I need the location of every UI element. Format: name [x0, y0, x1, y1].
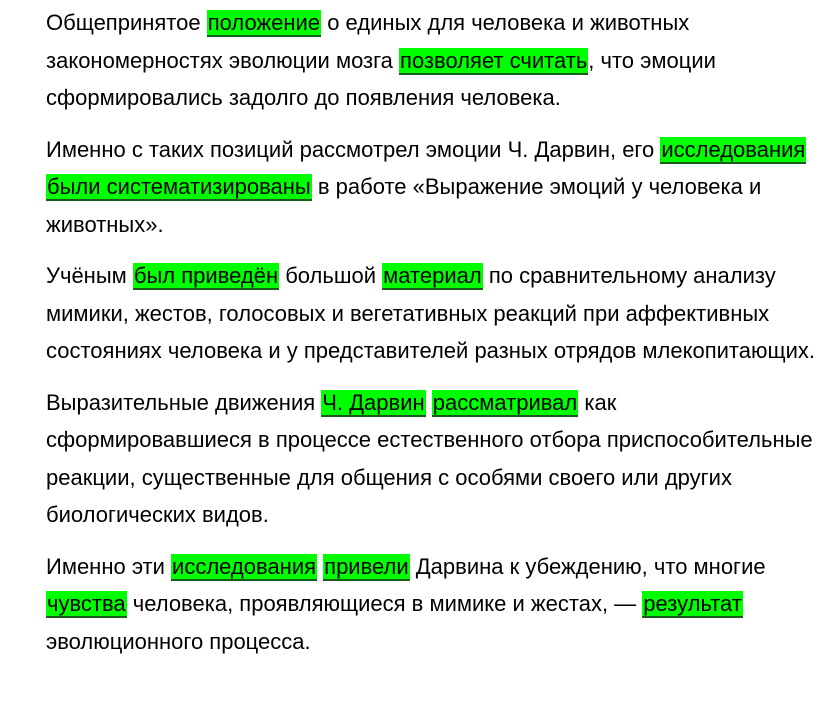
text-run: в работе «Выражение эмоций у человека и животных».	[46, 174, 762, 237]
highlighted-term: чувства	[47, 591, 126, 616]
text-run: , что эмоции сформировались задолго до появления человека.	[46, 47, 716, 110]
text-run: Учёным	[46, 263, 133, 288]
highlighted-term: материал	[383, 263, 482, 288]
text-run: Выразительные движения	[46, 389, 322, 415]
highlighted-term: исследования	[661, 136, 806, 162]
text-run: Именно с таких позиций рассмотрел эмоции Ч. Дарвин, его	[46, 136, 661, 162]
highlighted-term: положение	[207, 10, 321, 35]
text-run	[426, 390, 432, 415]
text-run: человека, проявляющиеся в мимике и жестах, —	[126, 591, 643, 616]
text-run: Дарвина к убеждению, что многие	[409, 553, 766, 579]
paragraph-1	[46, 4, 826, 117]
text-run: большой	[279, 263, 383, 288]
highlighted-term: Ч. Дарвин	[322, 389, 425, 415]
highlighted-term: привели	[324, 553, 409, 579]
highlighted-term: позволяет считать	[400, 47, 588, 73]
text-run: Общепринятое	[46, 10, 207, 35]
document-page	[46, 4, 826, 674]
text-run: как сформировавшиеся в процессе естественного отбора приспособительные реакции, существенные для общения с особями своего или других биологических видов.	[46, 389, 813, 527]
text-run: эволюционного процесса.	[46, 628, 311, 654]
text-run: по сравнительному анализу мимики, жестов, голосовых и вегетативных реакций при аффективных состояниях человека и у представителей разных отрядов млекопитающих.	[46, 263, 816, 363]
paragraph-5	[46, 548, 826, 661]
highlighted-term: были систематизированы	[47, 174, 311, 199]
text-run: Именно эти	[46, 553, 172, 579]
highlighted-term: исследования	[172, 553, 317, 579]
paragraph-4	[46, 384, 826, 534]
highlighted-term: результат	[643, 591, 742, 616]
text-run: о единых для человека и животных закономерностях эволюции мозга	[46, 10, 690, 73]
highlighted-term: рассматривал	[432, 389, 578, 415]
paragraph-2	[46, 131, 826, 244]
paragraph-3	[46, 257, 826, 370]
highlighted-term: был приведён	[133, 263, 279, 288]
